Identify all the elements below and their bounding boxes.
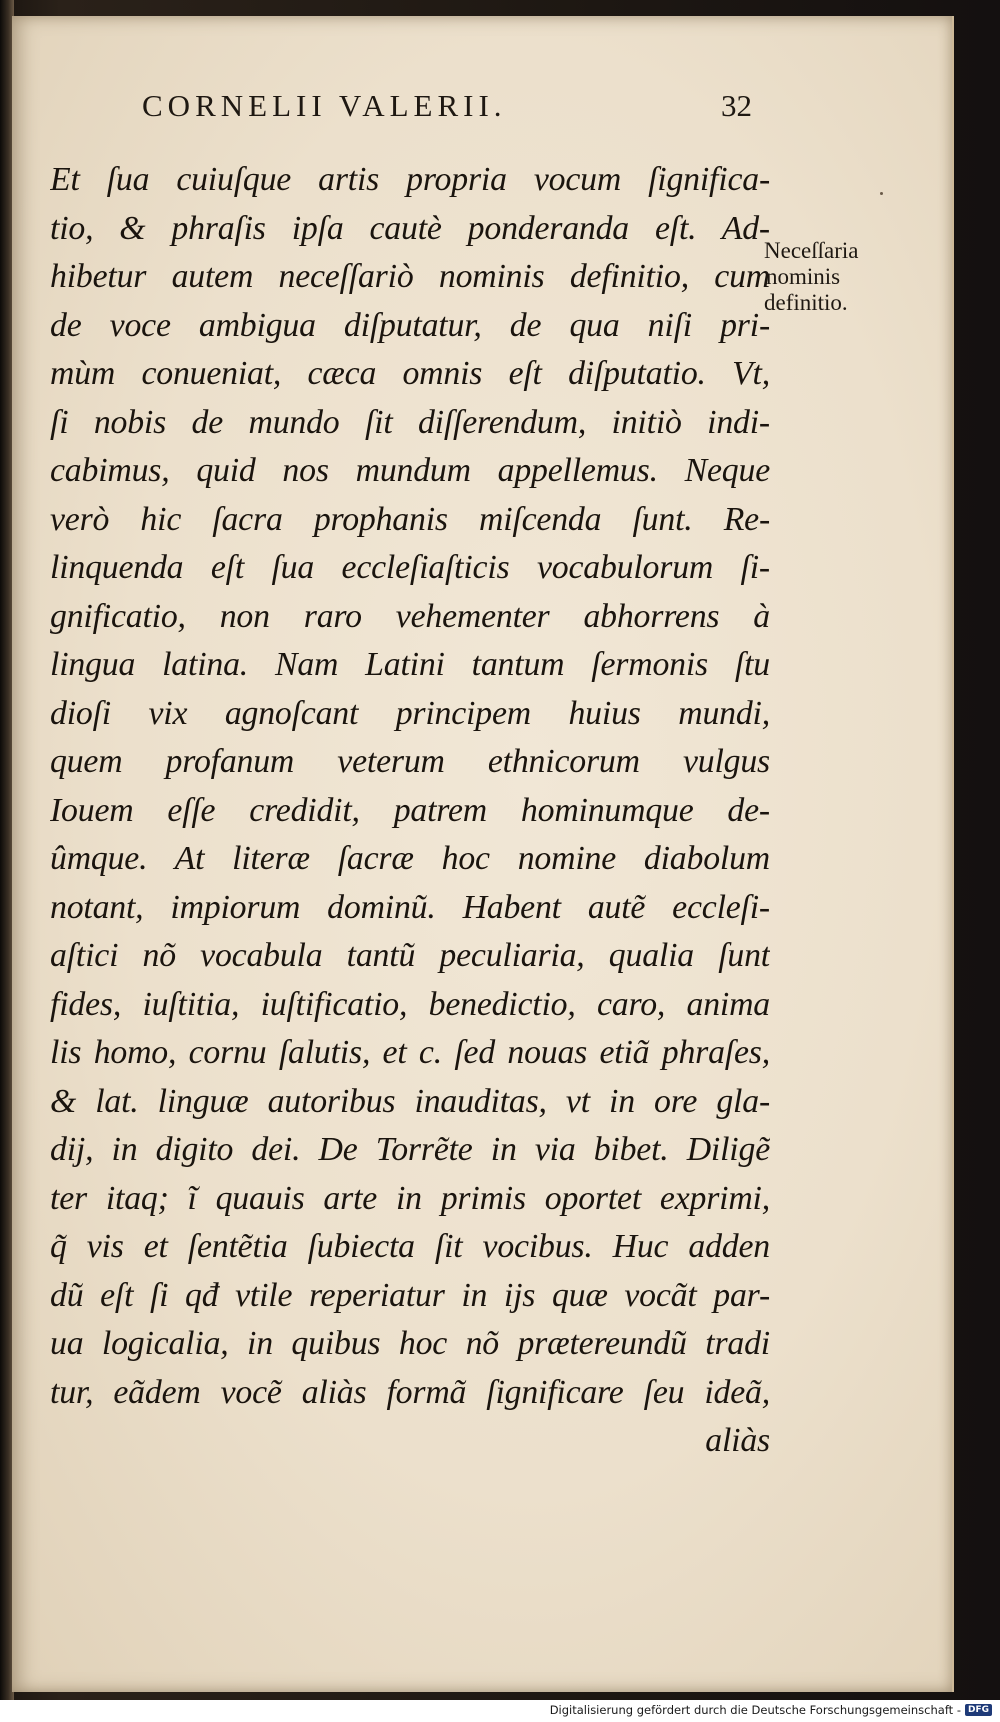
marginal-note-line: Neceſſaria (764, 238, 859, 263)
marginal-note-line: definitio. (764, 290, 848, 315)
text-line: & lat. linguæ autoribus inauditas, vt in ore gla- (50, 1082, 770, 1120)
text-line: notant, impiorum dominũ. Habent autẽ eccleſi- (50, 888, 770, 926)
text-line: fides, iuſtitia, iuſtificatio, benedictio, caro, anima (50, 985, 770, 1023)
text-line: ûmque. At literæ ſacræ hoc nomine diabolum (50, 840, 770, 877)
text-line: verò hic ſacra prophanis miſcenda ſunt. Re- (50, 500, 770, 538)
text-line: mùm conueniat, cæca omnis eſt diſputatio. Vt, (50, 355, 770, 392)
text-line: ſi nobis de mundo ſit diſſerendum, initiò indi- (50, 403, 770, 441)
text-line: de voce ambigua diſputatur, de qua niſi pri- (50, 306, 770, 344)
text-line: cabimus, quid nos mundum appellemus. Neque (50, 452, 770, 489)
text-line: aſtici nõ vocabula tantũ peculiaria, qualia ſunt (50, 937, 770, 974)
text-line: tur, eãdem vocẽ aliàs formã ſignificare ſeu ideã, (50, 1373, 770, 1411)
text-line: quem profanum veterum ethnicorum vulgus (50, 743, 770, 780)
text-line: dioſi vix agnoſcant principem huius mundi, (50, 694, 770, 732)
text-line: hibetur autem neceſſariò nominis definitio, cum (50, 258, 770, 295)
text-line: ter itaq; ĩ quauis arte in primis oportet exprimi, (50, 1179, 770, 1217)
marginal-note-line: nominis (766, 264, 841, 289)
book-page (12, 16, 954, 1692)
page-number: 32 (721, 88, 752, 123)
text-line: Et ſua cuiuſque artis propria vocum ſignifica- (50, 161, 770, 198)
footer-bar (0, 1700, 1000, 1722)
text-line: lingua latina. Nam Latini tantum ſermonis ſtu (50, 646, 770, 683)
text-line: dij, in digito dei. De Torrẽte in via bibet. Diligẽ (50, 1131, 770, 1168)
running-head (142, 88, 752, 124)
body-text (50, 156, 770, 1466)
text-line: linquenda eſt ſua eccleſiaſticis vocabulorum ſi- (50, 549, 770, 586)
text-line: gnificatio, non raro vehementer abhorrens à (50, 597, 770, 635)
text-line: q̃ vis et ſentẽtia ſubiecta ſit vocibus. Huc adden (50, 1228, 770, 1265)
marginal-note (764, 238, 894, 316)
text-line: dũ eſt ſi qđ vtile reperiatur in ijs quæ vocãt par- (50, 1276, 770, 1314)
ink-speck (880, 192, 883, 195)
text-line: ua logicalia, in quibus hoc nõ prætereundũ tradi (50, 1325, 770, 1362)
catchword: aliàs (705, 1422, 770, 1459)
text-line: lis homo, cornu ſalutis, et c. ſed nouas etiã phraſes, (50, 1034, 770, 1071)
dfg-logo-icon: DFG (965, 1704, 992, 1716)
digitization-credit (550, 1703, 992, 1717)
running-title: CORNELII VALERII. (142, 88, 507, 123)
text-line: tio, & phraſis ipſa cautè ponderanda eſt. Ad- (50, 209, 770, 247)
credit-text: Digitalisierung gefördert durch die Deutsche Forschungsgemeinschaft - (549, 1703, 961, 1717)
text-line: Iouem eſſe credidit, patrem hominumque de- (50, 791, 770, 829)
